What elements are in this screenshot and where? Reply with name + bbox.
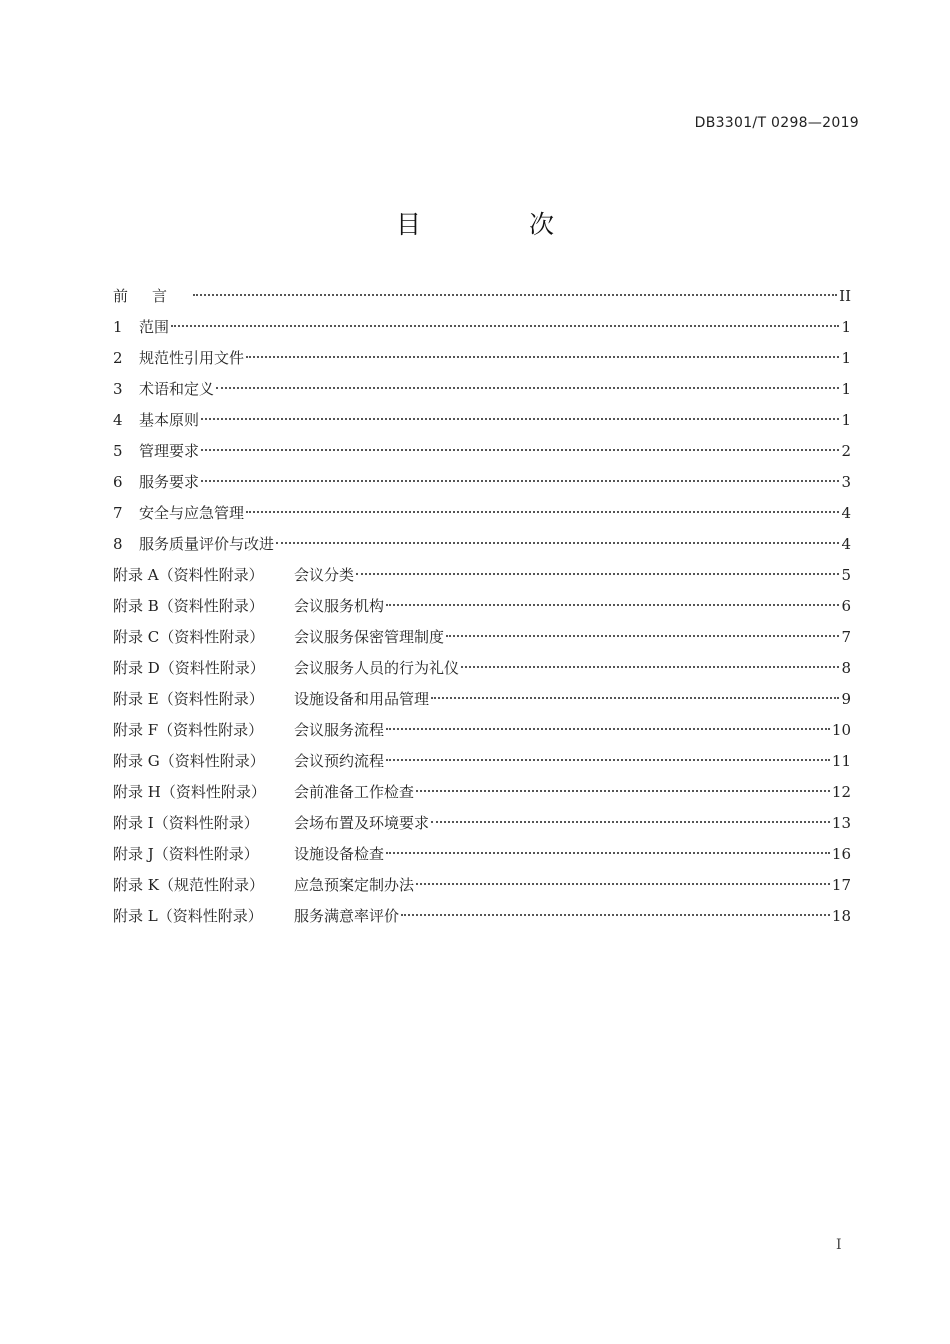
toc-entry-title: 术语和定义 bbox=[139, 380, 215, 398]
toc-entry-chapter-2[interactable] bbox=[113, 343, 851, 374]
toc-entry-page: 1 bbox=[841, 380, 851, 398]
toc-entry-title: 前言 bbox=[113, 287, 192, 305]
toc-entry-title: 设施设备和用品管理 bbox=[294, 690, 430, 708]
toc-annex-label: 附录 K（规范性附录） bbox=[113, 876, 264, 894]
toc-entry-page: 1 bbox=[841, 318, 851, 336]
toc-annex-label: 附录 D（资料性附录） bbox=[113, 659, 265, 677]
toc-entry-page: 2 bbox=[841, 442, 851, 460]
toc-entry-annex-g[interactable] bbox=[113, 746, 851, 777]
toc-entry-page: 16 bbox=[831, 845, 851, 863]
toc-entry-page: 6 bbox=[841, 597, 851, 615]
toc-entry-annex-b[interactable] bbox=[113, 591, 851, 622]
toc-entry-title: 应急预案定制办法 bbox=[294, 876, 415, 894]
toc-entry-page: II bbox=[839, 287, 851, 305]
toc-entry-annex-e[interactable] bbox=[113, 684, 851, 715]
toc-annex-label: 附录 L（资料性附录） bbox=[113, 907, 263, 925]
dot-leader bbox=[446, 634, 839, 637]
toc-entry-annex-i[interactable] bbox=[113, 808, 851, 839]
dot-leader bbox=[386, 851, 830, 854]
toc-entry-number: 2 bbox=[113, 349, 123, 367]
toc-entry-annex-c[interactable] bbox=[113, 622, 851, 653]
toc-entry-number: 3 bbox=[113, 380, 123, 398]
toc-annex-label: 附录 A（资料性附录） bbox=[113, 566, 264, 584]
toc-entry-title: 会议服务人员的行为礼仪 bbox=[294, 659, 460, 677]
dot-leader bbox=[171, 324, 839, 327]
toc-entry-title: 设施设备检查 bbox=[294, 845, 385, 863]
dot-leader bbox=[201, 448, 839, 451]
toc-entry-chapter-8[interactable] bbox=[113, 529, 851, 560]
dot-leader bbox=[386, 727, 830, 730]
dot-leader bbox=[356, 572, 839, 575]
toc-entry-page: 4 bbox=[841, 535, 851, 553]
toc-entry-page: 1 bbox=[841, 349, 851, 367]
dot-leader bbox=[386, 758, 830, 761]
toc-entry-number: 8 bbox=[113, 535, 123, 553]
toc-annex-label: 附录 G（资料性附录） bbox=[113, 752, 265, 770]
toc-entry-title: 基本原则 bbox=[139, 411, 200, 429]
toc-entry-title: 会议预约流程 bbox=[294, 752, 385, 770]
dot-leader bbox=[416, 789, 830, 792]
toc-entry-page: 13 bbox=[831, 814, 851, 832]
table-of-contents bbox=[113, 281, 851, 932]
dot-leader bbox=[246, 355, 839, 358]
dot-leader bbox=[401, 913, 830, 916]
toc-entry-page: 7 bbox=[841, 628, 851, 646]
toc-entry-number: 7 bbox=[113, 504, 123, 522]
toc-entry-chapter-1[interactable] bbox=[113, 312, 851, 343]
toc-entry-title: 管理要求 bbox=[139, 442, 200, 460]
toc-entry-annex-j[interactable] bbox=[113, 839, 851, 870]
dot-leader bbox=[386, 603, 839, 606]
toc-entry-title: 规范性引用文件 bbox=[139, 349, 245, 367]
toc-entry-chapter-4[interactable] bbox=[113, 405, 851, 436]
toc-entry-page: 4 bbox=[841, 504, 851, 522]
toc-entry-title: 会场布置及环境要求 bbox=[294, 814, 430, 832]
toc-entry-title: 服务满意率评价 bbox=[294, 907, 400, 925]
dot-leader bbox=[246, 510, 839, 513]
toc-annex-label: 附录 J（资料性附录） bbox=[113, 845, 259, 863]
toc-entry-title: 会议分类 bbox=[294, 566, 355, 584]
dot-leader bbox=[431, 820, 830, 823]
toc-entry-number: 1 bbox=[113, 318, 123, 336]
toc-entry-annex-d[interactable] bbox=[113, 653, 851, 684]
document-code: DB3301/T 0298—2019 bbox=[694, 115, 859, 131]
toc-entry-title: 会前准备工作检查 bbox=[294, 783, 415, 801]
toc-entry-annex-h[interactable] bbox=[113, 777, 851, 808]
dot-leader bbox=[201, 479, 839, 482]
toc-entry-page: 17 bbox=[831, 876, 851, 894]
dot-leader bbox=[461, 665, 839, 668]
toc-entry-title: 会议服务机构 bbox=[294, 597, 385, 615]
toc-entry-annex-a[interactable] bbox=[113, 560, 851, 591]
toc-annex-label: 附录 I（资料性附录） bbox=[113, 814, 259, 832]
toc-entry-chapter-3[interactable] bbox=[113, 374, 851, 405]
toc-entry-number: 6 bbox=[113, 473, 123, 491]
toc-entry-page: 12 bbox=[831, 783, 851, 801]
dot-leader bbox=[201, 417, 839, 420]
toc-annex-label: 附录 F（资料性附录） bbox=[113, 721, 264, 739]
toc-entry-preface[interactable] bbox=[113, 281, 851, 312]
toc-entry-annex-f[interactable] bbox=[113, 715, 851, 746]
toc-title: 目 次 bbox=[396, 210, 604, 239]
footer-page-number: I bbox=[836, 1237, 842, 1253]
toc-entry-chapter-7[interactable] bbox=[113, 498, 851, 529]
toc-entry-title: 会议服务保密管理制度 bbox=[294, 628, 445, 646]
toc-entry-page: 9 bbox=[841, 690, 851, 708]
toc-entry-chapter-5[interactable] bbox=[113, 436, 851, 467]
toc-entry-page: 5 bbox=[841, 566, 851, 584]
toc-entry-page: 11 bbox=[831, 752, 851, 770]
dot-leader bbox=[416, 882, 830, 885]
toc-entry-title: 会议服务流程 bbox=[294, 721, 385, 739]
toc-entry-page: 8 bbox=[841, 659, 851, 677]
toc-entry-title: 服务要求 bbox=[139, 473, 200, 491]
toc-entry-page: 1 bbox=[841, 411, 851, 429]
toc-entry-page: 10 bbox=[831, 721, 851, 739]
toc-entry-title: 范围 bbox=[139, 318, 170, 336]
dot-leader bbox=[276, 541, 839, 544]
toc-entry-number: 4 bbox=[113, 411, 123, 429]
toc-entry-title: 安全与应急管理 bbox=[139, 504, 245, 522]
toc-annex-label: 附录 E（资料性附录） bbox=[113, 690, 264, 708]
dot-leader bbox=[431, 696, 839, 699]
toc-annex-label: 附录 H（资料性附录） bbox=[113, 783, 266, 801]
toc-entry-page: 3 bbox=[841, 473, 851, 491]
toc-annex-label: 附录 B（资料性附录） bbox=[113, 597, 264, 615]
toc-entry-number: 5 bbox=[113, 442, 123, 460]
toc-entry-title: 服务质量评价与改进 bbox=[139, 535, 275, 553]
toc-entry-annex-k[interactable] bbox=[113, 870, 851, 901]
dot-leader bbox=[216, 386, 839, 389]
toc-entry-chapter-6[interactable] bbox=[113, 467, 851, 498]
dot-leader bbox=[193, 293, 837, 296]
toc-annex-label: 附录 C（资料性附录） bbox=[113, 628, 265, 646]
toc-entry-page: 18 bbox=[831, 907, 851, 925]
toc-entry-annex-l[interactable] bbox=[113, 901, 851, 932]
